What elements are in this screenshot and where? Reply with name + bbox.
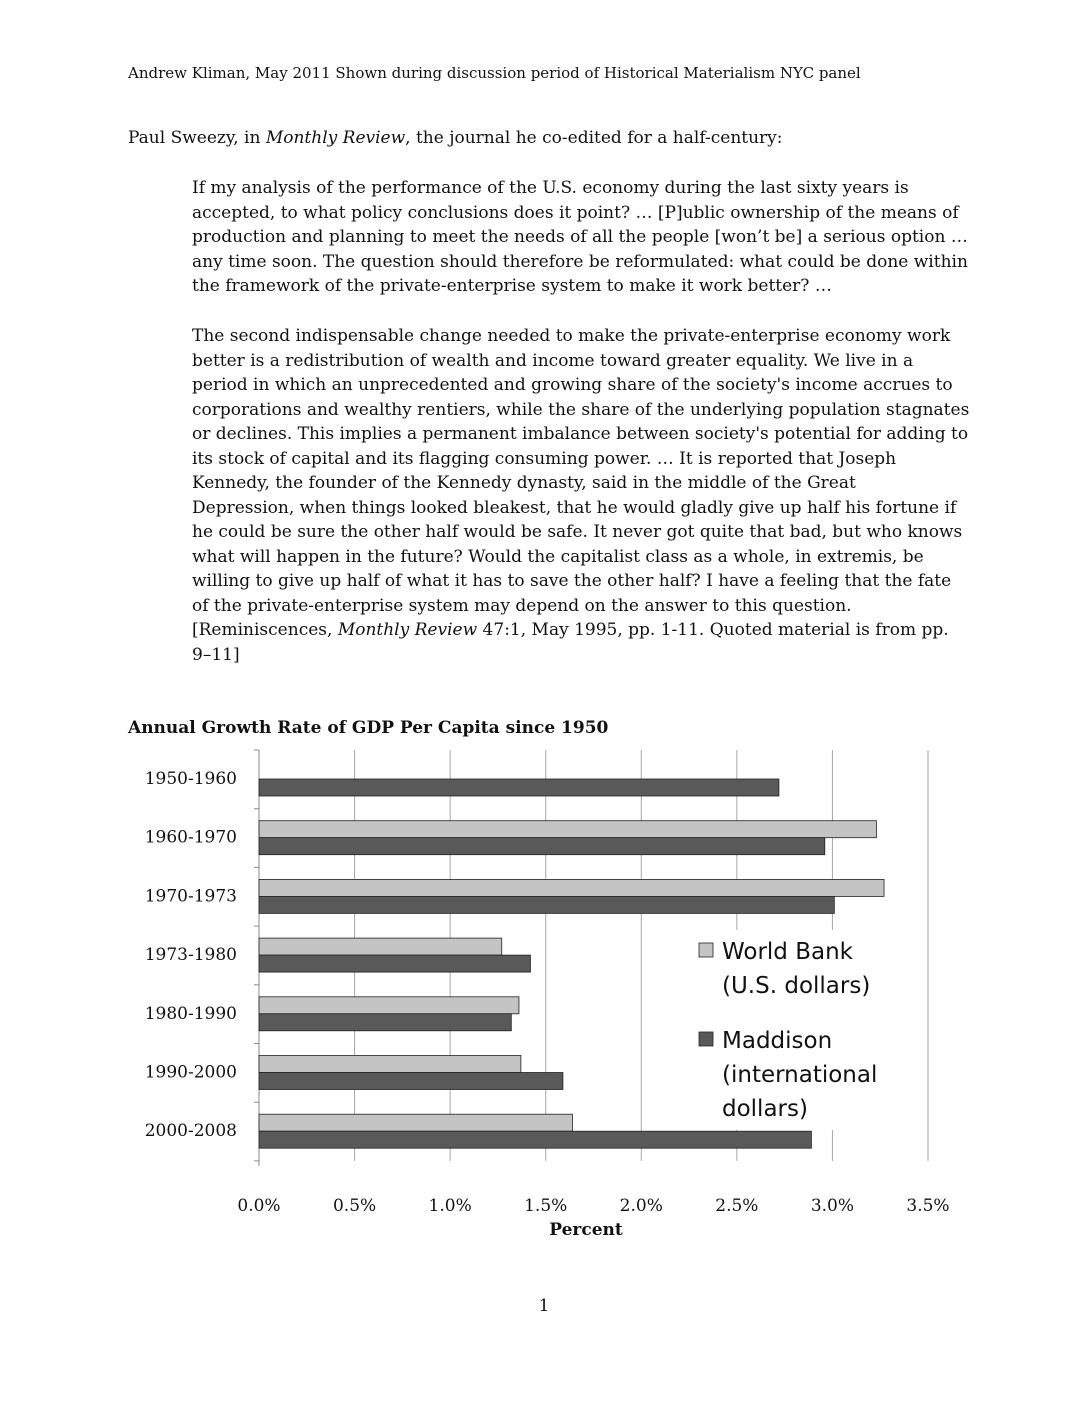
citation-line xyxy=(192,618,982,643)
maddison-bar xyxy=(259,1073,563,1090)
citation-journal-title: Monthly Review xyxy=(337,620,478,640)
block-quote-1 xyxy=(192,176,982,299)
maddison-bar xyxy=(259,896,834,913)
quote-line: any time soon. The question should therefore be reformulated: what could be done within xyxy=(192,251,968,272)
legend-label: Maddison xyxy=(722,1028,833,1054)
x-tick-label: 2.5% xyxy=(715,1195,759,1216)
category-label: 1980-1990 xyxy=(144,1003,237,1024)
quote-line: better is a redistribution of wealth and income toward greater equality. We live in a xyxy=(192,350,914,371)
world-bank-bar xyxy=(259,879,884,896)
quote-line: Kennedy, the founder of the Kennedy dynasty, said in the middle of the Great xyxy=(192,473,856,493)
maddison-bar xyxy=(259,955,530,972)
chart-title: Annual Growth Rate of GDP Per Capita since 1950 xyxy=(128,718,609,738)
x-tick-label: 1.5% xyxy=(524,1195,568,1216)
quote-line: of the private-enterprise system may depend on the answer to this question. xyxy=(192,595,852,616)
legend-swatch-world-bank xyxy=(699,943,713,957)
legend-label: dollars) xyxy=(722,1096,808,1122)
x-tick-label: 0.5% xyxy=(332,1195,377,1216)
quote-line: the framework of the private-enterprise system to make it work better? … xyxy=(192,276,832,296)
quote-line: its stock of capital and its flagging consuming power. … It is reported that Joseph xyxy=(192,448,897,469)
citation-line-2: 9–11] xyxy=(192,644,240,665)
x-tick-label: 2.0% xyxy=(619,1195,663,1216)
category-label: 1990-2000 xyxy=(144,1062,237,1083)
world-bank-bar xyxy=(259,938,502,955)
category-label: 1970-1973 xyxy=(144,886,237,907)
legend-label: (U.S. dollars) xyxy=(722,973,871,999)
quote-line: what will happen in the future? Would the capitalist class as a whole, in extremis, be xyxy=(192,546,924,567)
world-bank-bar xyxy=(259,997,519,1014)
maddison-bar xyxy=(259,1131,811,1148)
world-bank-bar xyxy=(259,821,876,838)
page-number: 1 xyxy=(538,1296,550,1316)
maddison-bar xyxy=(259,779,779,796)
category-label: 2000-2008 xyxy=(144,1121,237,1142)
x-tick-label: 0.0% xyxy=(237,1195,281,1216)
x-tick-label: 1.0% xyxy=(428,1195,472,1216)
quote-line: Depression, when things looked bleakest, that he would gladly give up half his fortune if xyxy=(192,497,957,518)
category-label: 1960-1970 xyxy=(144,827,237,848)
quote-line: accepted, to what policy conclusions does it point? … [P]ublic ownership of the means of xyxy=(192,202,959,223)
world-bank-bar xyxy=(259,1056,521,1073)
citation-text-end: 47:1, May 1995, pp. 1-11. Quoted material is from pp. xyxy=(477,620,949,640)
category-label: 1950-1960 xyxy=(144,769,237,789)
intro-text-end: , the journal he co-edited for a half-century: xyxy=(405,128,783,148)
maddison-bar xyxy=(259,838,825,855)
quote-line: he could be sure the other half would be safe. It never got quite that bad, but who knows xyxy=(192,522,963,542)
quote-line: period in which an unprecedented and growing share of the society's income accrues to xyxy=(192,375,953,395)
x-tick-label: 3.5% xyxy=(906,1195,950,1216)
block-quote-2 xyxy=(192,324,982,667)
x-tick-label: 3.0% xyxy=(810,1195,855,1216)
maddison-bar xyxy=(259,1014,511,1031)
intro-paragraph xyxy=(128,128,783,148)
citation-text-start: [Reminiscences, xyxy=(192,620,338,640)
quote-line: corporations and wealthy rentiers, while the share of the underlying population stagnates xyxy=(192,399,970,420)
quote-line: production and planning to meet the needs of all the people [won’t be] a serious option … xyxy=(192,227,968,247)
gdp-growth-bar-chart xyxy=(0,740,1088,1260)
quote-line: If my analysis of the performance of the U.S. economy during the last sixty years is xyxy=(192,178,909,198)
category-label: 1973-1980 xyxy=(144,945,237,966)
journal-title: Monthly Review xyxy=(265,128,406,148)
page-header: Andrew Kliman, May 2011 Shown during discussion period of Historical Materialism NYC panel xyxy=(128,64,861,82)
world-bank-bar xyxy=(259,1114,572,1131)
quote-line: The second indispensable change needed to make the private-enterprise economy work xyxy=(192,326,951,346)
x-axis-label: Percent xyxy=(549,1219,623,1240)
quote-line: or declines. This implies a permanent imbalance between society's potential for adding to xyxy=(192,424,969,444)
legend-label: (international xyxy=(722,1062,878,1088)
quote-line: willing to give up half of what it has to save the other half? I have a feeling that the fate xyxy=(192,571,952,591)
intro-text-start: Paul Sweezy, in xyxy=(128,128,266,148)
legend-label: World Bank xyxy=(722,939,853,965)
legend-swatch-maddison xyxy=(699,1032,713,1046)
